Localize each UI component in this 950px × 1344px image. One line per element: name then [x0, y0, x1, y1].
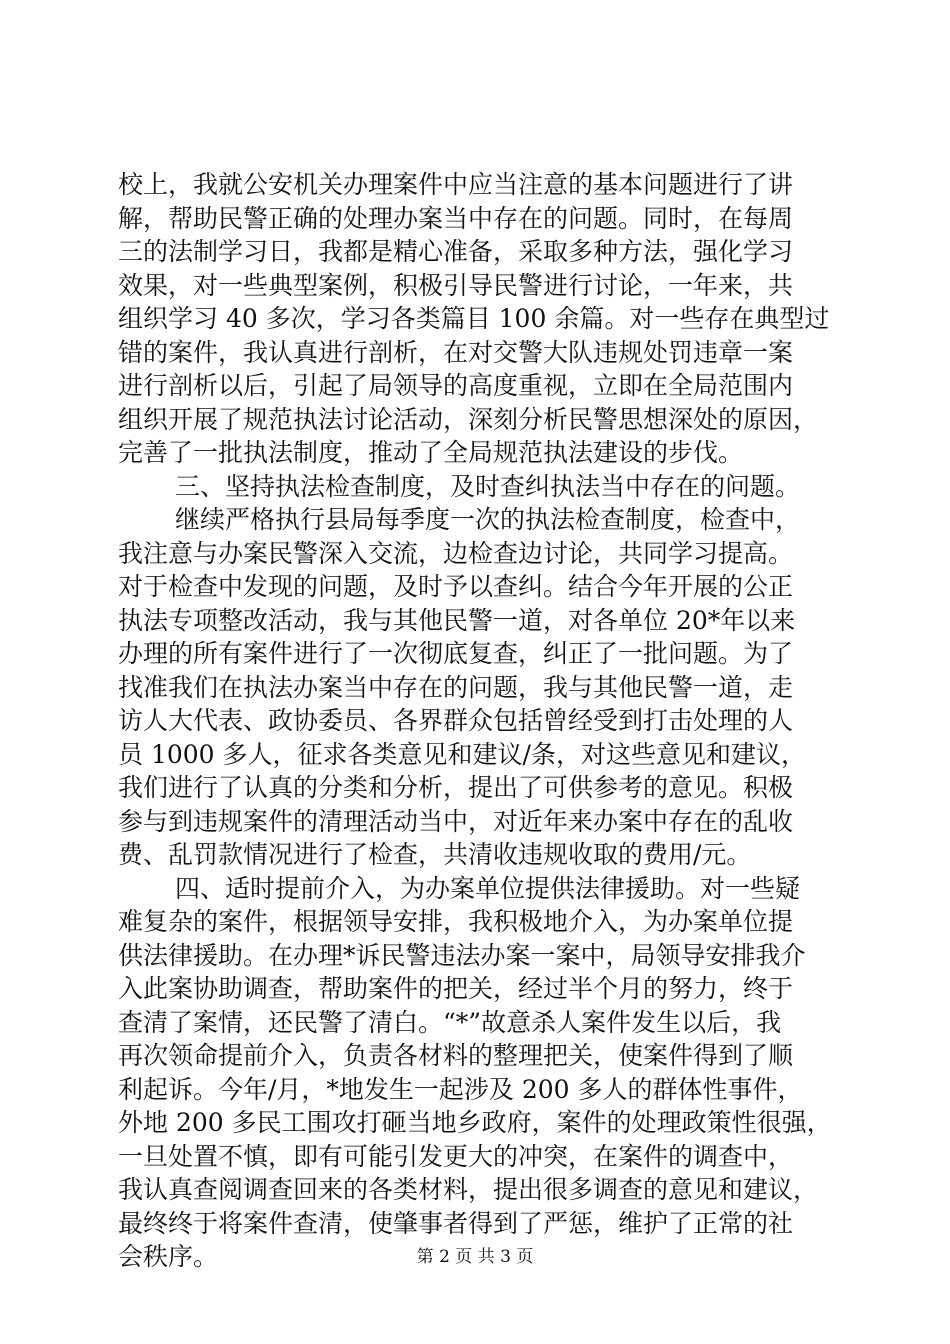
text-line: 利起诉。今年/月，*地发生一起涉及 200 多人的群体性事件，	[118, 1074, 803, 1104]
section-heading-3: 三、坚持执法检查制度，及时查纠执法当中存在的问题。	[175, 471, 801, 501]
text-line: 组织开展了规范执法讨论活动，深刻分析民警思想深处的原因，	[118, 404, 819, 434]
text-line: 办理的所有案件进行了一次彻底复查，纠正了一批问题。为了	[118, 639, 794, 668]
text-line: 访人大代表、政协委员、各界群众包括曾经受到打击处理的人	[118, 706, 794, 735]
text-line: 员 1000 多人，征求各类意见和建议/条，对这些意见和建议，	[118, 739, 806, 769]
text-line: 三的法制学习日，我都是精心准备，采取多种方法，强化学习	[118, 237, 794, 266]
text-line: 完善了一批执法制度，推动了全局规范执法建设的步伐。	[118, 438, 744, 467]
text-line: 入此案协助调查，帮助案件的把关，经过半个月的努力，终于	[118, 974, 794, 1003]
text-line: 我注意与办案民警深入交流，边检查边讨论，共同学习提高。	[118, 538, 794, 568]
text-line: 找准我们在执法办案当中存在的问题，我与其他民警一道，走	[118, 672, 794, 702]
text-line: 会秩序。	[118, 1242, 219, 1271]
text-line: 错的案件，我认真进行剖析，在对交警大队违规处罚违章一案	[118, 337, 794, 367]
text-line: 进行剖析以后，引起了局领导的高度重视，立即在全局范围内	[118, 371, 794, 400]
text-line: 供法律援助。在办理*诉民警违法办案一案中，局领导安排我介	[118, 940, 806, 970]
body-text	[118, 168, 858, 1274]
text-line: 再次领命提前介入，负责各材料的整理把关，使案件得到了顺	[118, 1041, 794, 1070]
text-line: 校上，我就公安机关办理案件中应当注意的基本问题进行了讲	[118, 170, 794, 199]
text-line: 我们进行了认真的分类和分析，提出了可供参考的意见。积极	[118, 773, 794, 802]
text-line: 一旦处置不慎，即有可能引发更大的冲突，在案件的调查中，	[118, 1141, 794, 1171]
text-line: 我认真查阅调查回来的各类材料，提出很多调查的意见和建议，	[118, 1175, 819, 1204]
text-line: 最终终于将案件查清，使肇事者得到了严惩，维护了正常的社	[118, 1208, 794, 1238]
text-line: 效果，对一些典型案例，积极引导民警进行讨论，一年来，共	[118, 270, 794, 300]
text-line: 难复杂的案件，根据领导安排，我积极地介入，为办案单位提	[118, 907, 794, 936]
page-number-label: 第 2 页 共 3 页	[416, 1247, 534, 1267]
text-line: 外地 200 多民工围攻打砸当地乡政府，案件的处理政策性很强，	[118, 1108, 832, 1137]
text-line: 解，帮助民警正确的处理办案当中存在的问题。同时，在每周	[118, 203, 794, 233]
page-footer	[0, 1242, 950, 1267]
paragraph-start: 继续严格执行县局每季度一次的执法检查制度，检查中，	[175, 505, 801, 534]
section-heading-4: 四、适时提前介入，为办案单位提供法律援助。对一些疑	[175, 873, 801, 903]
text-line: 执法专项整改活动，我与其他民警一道，对各单位 20*年以来	[118, 605, 796, 635]
text-line: 查清了案情，还民警了清白。“*”故意杀人案件发生以后，我	[118, 1007, 782, 1037]
text-line: 组织学习 40 多次，学习各类篇目 100 余篇。对一些存在典型过	[118, 304, 830, 333]
text-line: 费、乱罚款情况进行了检查，共清收违规收取的费用/元。	[118, 840, 752, 869]
text-line: 对于检查中发现的问题，及时予以查纠。结合今年开展的公正	[118, 572, 794, 601]
text-line: 参与到违规案件的清理活动当中，对近年来办案中存在的乱收	[118, 806, 794, 836]
